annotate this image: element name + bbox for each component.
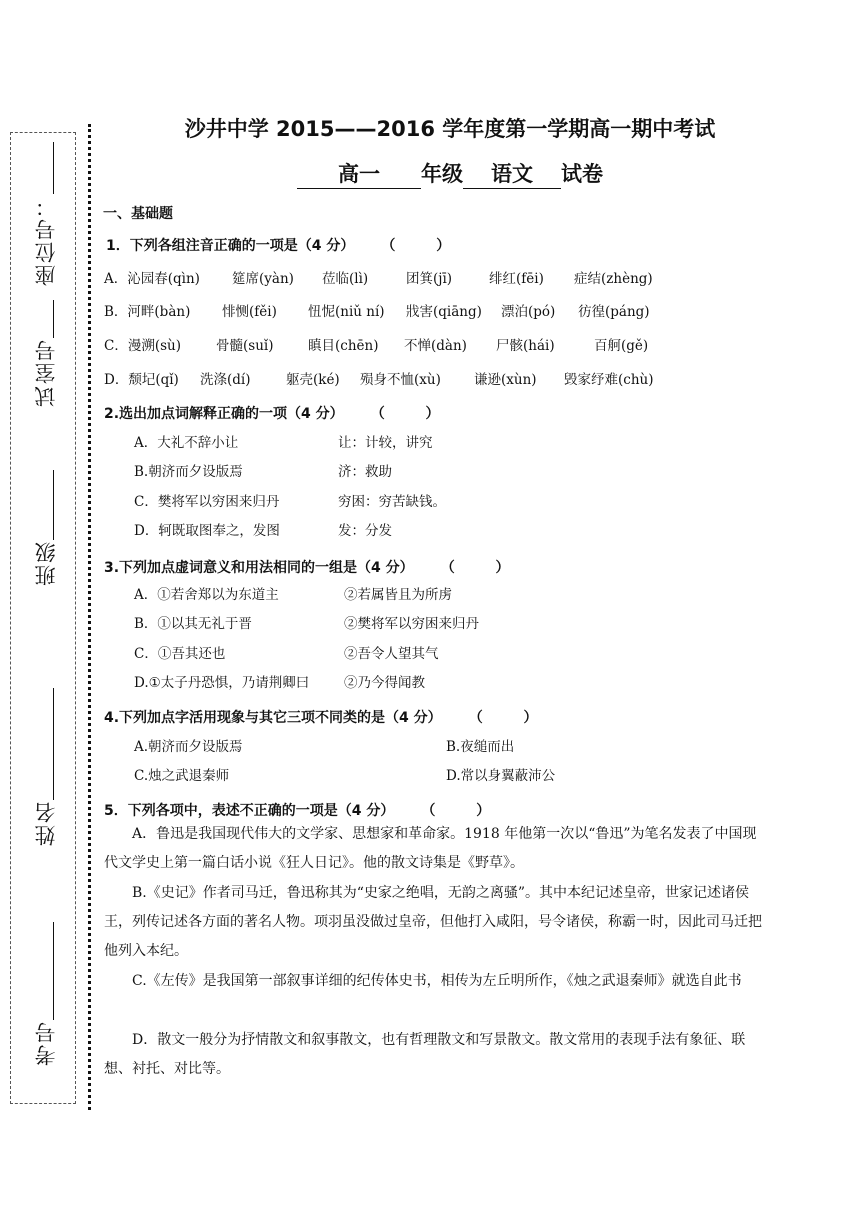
q1-d-2: 洗涤(dí): [200, 372, 251, 388]
question-5-stem: [104, 800, 508, 820]
q1-c-2: 骨髓(suǐ): [216, 338, 274, 354]
q5-option-b: B.《史记》作者司马迁，鲁迅称其为“史家之绝唱，无韵之离骚”。其中本纪记述皇帝，世家记述诸侯王，列传记述各方面的著名人物。项羽虽没做过皇帝，但他打入咸阳，号令诸侯，称霸一时，因此司马迁把他列入本纪。: [104, 885, 762, 959]
q3-c-2: ②吾令人望其气: [344, 646, 439, 662]
q1-b-5: 漂泊(pó): [501, 304, 556, 320]
q5-option-a: A．鲁迅是我国现代伟大的文学家、思想家和革命家。1918 年他第一次以“鲁迅”为笔名发表了中国现代文学史上第一篇白话小说《狂人日记》。他的散文诗集是《野草》。: [104, 826, 757, 871]
q4-option-c: C.烛之武退秦师: [134, 768, 230, 784]
q1-d-1: D．颓圮(qǐ): [104, 372, 179, 388]
q1-a-3: 莅临(lì): [322, 271, 369, 287]
question-2-stem: [104, 403, 458, 423]
q1-c-6: 百舸(gě): [594, 338, 649, 354]
q3-d-1: D.①太子丹恐惧，乃请荆卿曰: [134, 675, 310, 691]
question-2-text: 2.选出加点词解释正确的一项（4 分）: [104, 406, 344, 422]
q1-a-6: 症结(zhèng): [574, 271, 653, 287]
class-blank[interactable]: [53, 470, 54, 540]
q1-b-2: 悱恻(fěi): [222, 304, 277, 320]
q3-a-2: ②若属皆且为所虏: [344, 587, 452, 603]
class-label: 班级: [34, 540, 58, 586]
q1-b-3: 忸怩(niǔ ní): [308, 304, 385, 320]
section-heading: 一、基础题: [103, 206, 173, 222]
seat-number-blank[interactable]: [53, 142, 54, 194]
exam-number-blank[interactable]: [53, 922, 54, 1020]
question-3-stem: [104, 557, 528, 577]
seat-number-field[interactable]: [20, 142, 72, 286]
q2-d-explanation: 发：分发: [338, 523, 392, 539]
q1-a-4: 团箕(jī): [406, 271, 453, 287]
q2-b-sentence: B.朝济而夕设版焉: [134, 464, 243, 480]
q5-option-d: D．散文一般分为抒情散文和叙事散文，也有哲理散文和写景散文。散文常用的表现手法有象征、联想、衬托、对比等。: [104, 1032, 746, 1077]
q1-a-5: 绯红(fēi): [489, 271, 544, 287]
fold-line: [88, 124, 91, 1110]
question-1-stem: [106, 235, 468, 255]
q1-a-2: 筵席(yàn): [232, 271, 294, 287]
q3-a-1: A．①若舍郑以为东道主: [134, 587, 279, 603]
answer-paren[interactable]: （ ）: [447, 560, 528, 576]
q1-d-6: 毁家纾难(chù): [564, 372, 654, 388]
q1-d-3: 躯壳(ké): [286, 372, 340, 388]
q3-c-1: C．①吾其还也: [134, 646, 226, 662]
q1-d-4: 殒身不恤(xù): [360, 372, 441, 388]
room-number-label: 试室号: [34, 338, 58, 407]
q1-a-1: A．沁园春(qìn): [104, 271, 200, 287]
q2-d-sentence: D．轲既取图奉之，发图: [134, 523, 280, 539]
q3-b-2: ②樊将军以穷困来归丹: [344, 616, 479, 632]
q1-c-1: C．漫溯(sù): [104, 338, 181, 354]
room-number-blank[interactable]: [53, 300, 54, 338]
question-4-text: 4.下列加点字活用现象与其它三项不同类的是（4 分）: [104, 710, 442, 726]
paper-suffix: 试卷: [561, 162, 603, 186]
q1-c-3: 瞋目(chēn): [308, 338, 379, 354]
q4-option-d: D.常以身翼蔽沛公: [446, 768, 556, 784]
room-number-field[interactable]: [20, 300, 72, 407]
question-1-text: 1．下列各组注音正确的一项是（4 分）: [106, 238, 355, 254]
exam-subtitle: [100, 158, 800, 189]
name-blank[interactable]: [53, 688, 54, 800]
name-field[interactable]: [20, 688, 72, 846]
class-field[interactable]: [20, 470, 72, 586]
exam-number-field[interactable]: [20, 922, 72, 1066]
q5-option-c: C.《左传》是我国第一部叙事详细的纪传体史书，相传为左丘明所作，《烛之武退秦师》就选自此书: [132, 973, 742, 989]
subject-value[interactable]: 语文: [463, 158, 561, 189]
q2-a-sentence: A．大礼不辞小让: [134, 435, 239, 451]
q2-c-sentence: C．樊将军以穷困来归丹: [134, 494, 280, 510]
q1-d-5: 谦逊(xùn): [474, 372, 537, 388]
q3-b-1: B．①以其无礼于晋: [134, 616, 252, 632]
q3-d-2: ②乃今得闻教: [344, 675, 425, 691]
q4-option-a: A.朝济而夕设版焉: [134, 739, 243, 755]
answer-paren[interactable]: （ ）: [388, 238, 469, 254]
answer-paren[interactable]: （ ）: [475, 710, 556, 726]
q2-c-explanation: 穷困：穷苦缺钱。: [338, 494, 446, 510]
grade-value[interactable]: 高一: [297, 158, 421, 189]
q1-b-4: 戕害(qiāng): [406, 304, 482, 320]
q1-b-6: 彷徨(páng): [578, 304, 650, 320]
question-4-stem: [104, 707, 556, 727]
question-3-text: 3.下列加点虚词意义和用法相同的一组是（4 分）: [104, 560, 414, 576]
exam-number-label: 考号: [34, 1020, 58, 1066]
question-5-text: 5．下列各项中，表述不正确的一项是（4 分）: [104, 803, 395, 819]
answer-paren[interactable]: （ ）: [377, 406, 458, 422]
seat-number-label: 座位号：: [34, 194, 58, 286]
q1-b-1: B．河畔(bàn): [104, 304, 191, 320]
q1-c-5: 尸骸(hái): [496, 338, 555, 354]
exam-title: 沙井中学 2015——2016 学年度第一学期高一期中考试: [184, 117, 716, 141]
q4-option-b: B.夜缒而出: [446, 739, 515, 755]
q2-b-explanation: 济：救助: [338, 464, 392, 480]
q1-c-4: 不惮(dàn): [404, 338, 467, 354]
name-label: 姓名: [34, 800, 58, 846]
answer-paren[interactable]: （ ）: [428, 803, 509, 819]
grade-suffix: 年级: [421, 162, 463, 186]
q2-a-explanation: 让：计较，讲究: [338, 435, 433, 451]
